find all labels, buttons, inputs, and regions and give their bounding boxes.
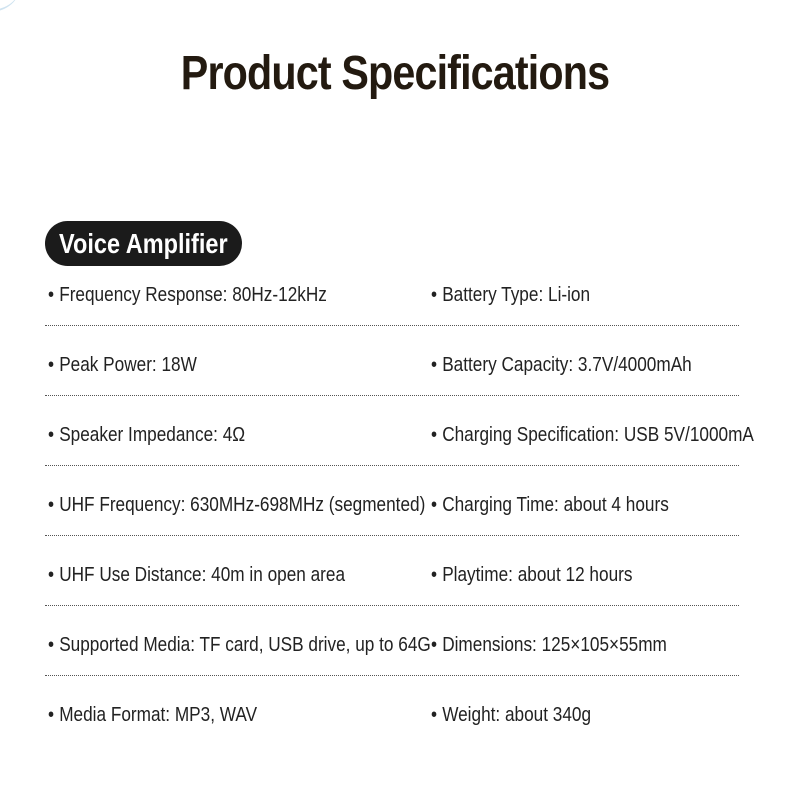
bullet-icon: • [48,354,55,376]
spec-item [431,493,669,517]
section-badge [45,221,242,266]
spec-item [431,353,692,377]
spec-text: Battery Capacity: 3.7V/4000mAh [442,354,692,376]
bullet-icon: • [48,284,55,306]
bullet-icon: • [431,564,438,586]
spec-item [48,283,327,307]
bullet-icon: • [431,494,438,516]
spec-text: UHF Frequency: 630MHz-698MHz (segmented) [59,494,426,516]
bullet-icon: • [48,494,55,516]
spec-text: Media Format: MP3, WAV [59,704,258,726]
spec-row [45,336,739,406]
spec-row [45,476,739,546]
spec-table [45,266,754,756]
spec-text: Playtime: about 12 hours [442,564,633,586]
spec-item [48,563,345,587]
spec-text: Peak Power: 18W [59,354,197,376]
spec-item [48,423,245,447]
spec-text: Battery Type: Li-ion [442,284,591,306]
spec-item [431,423,754,447]
spec-row [45,686,739,756]
spec-row [45,406,754,476]
spec-item [431,283,590,307]
section-badge-label: Voice Amplifier [59,227,228,259]
spec-item [431,563,632,587]
bullet-icon: • [431,634,438,656]
spec-text: Dimensions: 125×105×55mm [442,634,667,656]
spec-row [45,546,739,616]
spec-item [431,633,667,657]
bullet-icon: • [431,424,438,446]
bullet-icon: • [48,564,55,586]
spec-text: Charging Specification: USB 5V/1000mA [442,424,754,446]
bullet-icon: • [431,704,438,726]
spec-text: Supported Media: TF card, USB drive, up to 64G [59,634,431,656]
decorative-corner-arc [0,0,20,12]
bullet-icon: • [431,284,438,306]
spec-item [48,493,425,517]
spec-text: Frequency Response: 80Hz-12kHz [59,284,327,306]
spec-row [45,266,739,336]
bullet-icon: • [48,704,55,726]
spec-item [48,703,257,727]
bullet-icon: • [48,634,55,656]
spec-row [45,616,739,686]
spec-item [48,353,197,377]
spec-text: UHF Use Distance: 40m in open area [59,564,346,586]
spec-text: Speaker Impedance: 4Ω [59,424,246,446]
spec-item [431,703,591,727]
bullet-icon: • [48,424,55,446]
spec-text: Weight: about 340g [442,704,592,726]
page-title: Product Specifications [180,47,610,101]
spec-text: Charging Time: about 4 hours [442,494,669,516]
spec-item [48,633,431,657]
bullet-icon: • [431,354,438,376]
